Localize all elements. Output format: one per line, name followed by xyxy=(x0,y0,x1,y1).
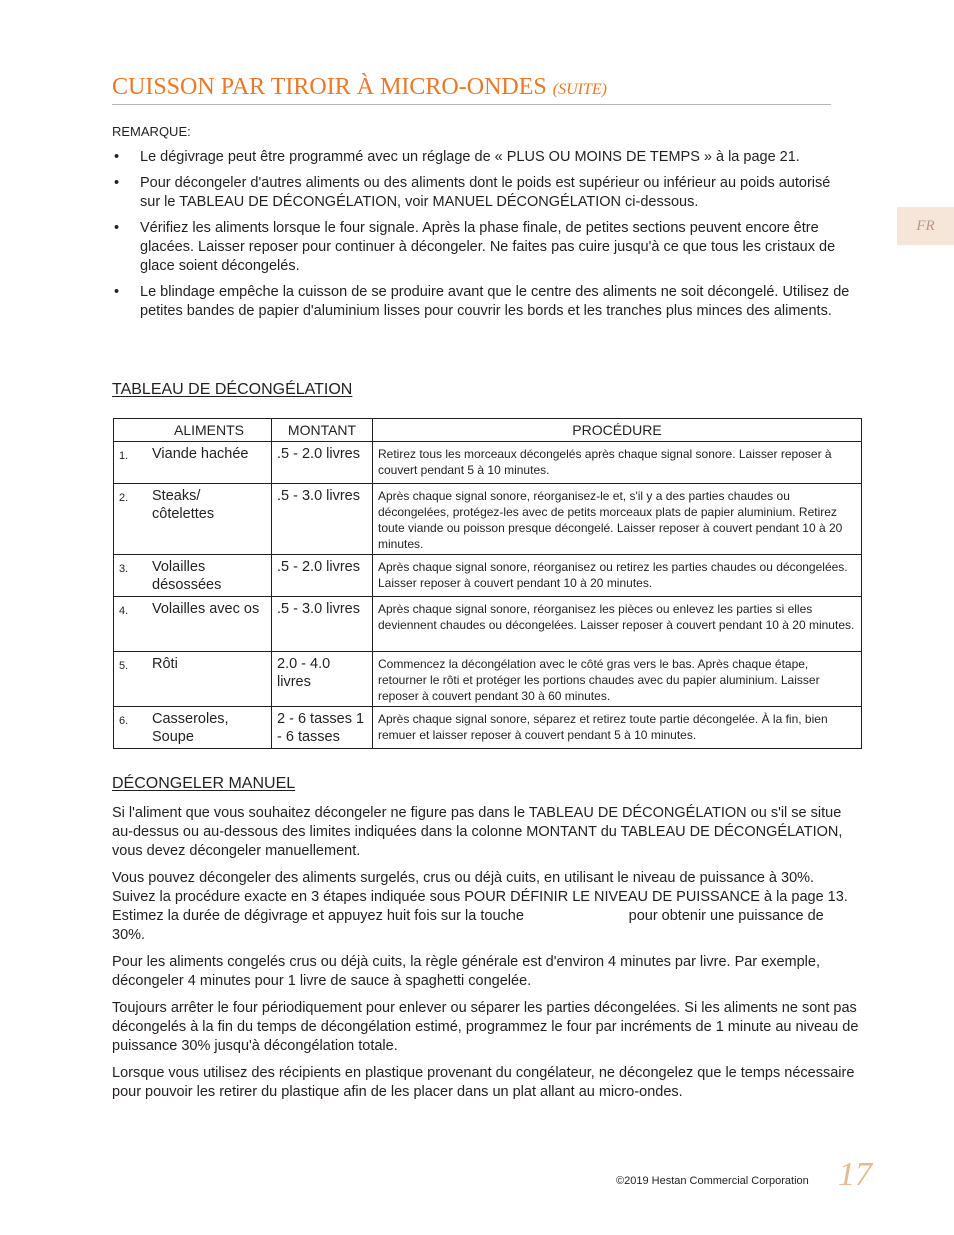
footer-copyright: ©2019 Hestan Commercial Corporation xyxy=(616,1175,809,1187)
manual-paragraph: Vous pouvez décongeler des aliments surgelés, crus ou déjà cuits, en utilisant le niveau de puissance à 30%. Suivez la procédure exacte en 3 étapes indiquée sous POUR DÉFINIR LE NIVEAU DE PUISSANCE à la page 13. Estimez la durée de dégivrage et appuyez huit fois sur la touche pour obtenir une puissance de 30%. xyxy=(112,870,856,943)
row-food: Viande hachée xyxy=(147,442,272,484)
header-montant: MONTANT xyxy=(272,419,373,442)
row-food: Steaks/ côtelettes xyxy=(147,484,272,555)
language-tab: FR xyxy=(897,207,954,245)
thaw-table xyxy=(113,418,862,749)
row-procedure: Après chaque signal sonore, réorganisez-le et, s'il y a des parties chaudes ou décongelées, protégez-les avec de petits morceaux plats de papier aluminium. Retirez toute viande ou poisson presque décongelé. Laisser reposer à couvert pendant 10 à 20 minutes. xyxy=(373,484,862,555)
page-title-suffix: (SUITE) xyxy=(552,81,607,98)
note-text: Le dégivrage peut être programmé avec un réglage de « PLUS OU MOINS DE TEMPS » à la page 21. xyxy=(140,149,800,165)
table-row xyxy=(114,597,862,652)
table-row xyxy=(114,555,862,597)
row-procedure: Après chaque signal sonore, séparez et retirez toute partie décongelée. À la fin, bien remuer et laisser reposer à couvert pendant 5 à 10 minutes. xyxy=(373,707,862,749)
row-amount: 2.0 - 4.0 livres xyxy=(272,652,373,707)
table-row xyxy=(114,484,862,555)
row-amount: .5 - 2.0 livres xyxy=(272,555,373,597)
header-procedure: PROCÉDURE xyxy=(373,419,862,442)
row-food: Rôti xyxy=(147,652,272,707)
note-text: Vérifiez les aliments lorsque le four signale. Après la phase finale, de petites sections peuvent encore être glacées. Laisser reposer pour continuer à décongeler. Ne faites pas cuire jusqu'à ce que tous les cristaux de glace soient décongelés. xyxy=(140,220,836,274)
row-food: Casseroles, Soupe xyxy=(147,707,272,749)
note-item xyxy=(112,219,850,276)
row-number: 4. xyxy=(114,597,148,652)
notes-label: REMARQUE: xyxy=(112,124,191,139)
row-number: 2. xyxy=(114,484,148,555)
note-text: Le blindage empêche la cuisson de se produire avant que le centre des aliments ne soit décongelé. Utilisez de petites bandes de papier d'aluminium lisses pour couvrir les bords et les tranches plus minces des aliments. xyxy=(140,284,850,319)
manual-paragraph: Toujours arrêter le four périodiquement pour enlever ou séparer les parties décongelées. Si les aliments ne sont pas décongelés à la fin du temps de décongélation estimé, programmez le four par incréments de 1 minute au niveau de puissance 30% jusqu'à décongélation totale. xyxy=(112,1000,859,1054)
notes-list xyxy=(112,148,850,328)
row-number: 3. xyxy=(114,555,148,597)
page-title xyxy=(112,74,831,105)
page-number: 17 xyxy=(838,1156,872,1193)
manual-paragraph: Si l'aliment que vous souhaitez décongeler ne figure pas dans le TABLEAU DE DÉCONGÉLATION ou s'il se situe au-dessus ou au-dessous des limites indiquées dans la colonne MONTANT du TABLEAU DE DÉCONGÉLATION, vous devez décongeler manuellement. xyxy=(112,805,843,859)
bullet-icon: • xyxy=(114,149,120,165)
row-procedure: Après chaque signal sonore, réorganisez les pièces ou enlevez les parties si elles deviennent chaudes ou décongelées. Laisser reposer à couvert pendant 10 à 20 minutes. xyxy=(373,597,862,652)
row-food: Volailles désossées xyxy=(147,555,272,597)
row-amount: .5 - 3.0 livres xyxy=(272,597,373,652)
page-title-main: CUISSON PAR TIROIR À MICRO-ONDES xyxy=(112,74,547,100)
row-amount: .5 - 3.0 livres xyxy=(272,484,373,555)
table-row xyxy=(114,652,862,707)
bullet-icon: • xyxy=(114,220,120,236)
row-procedure: Commencez la décongélation avec le côté gras vers le bas. Après chaque étape, retourner le rôti et protéger les portions chaudes avec du papier aluminium. Laisser reposer à couvert pendant 30 à 60 minutes. xyxy=(373,652,862,707)
row-amount: .5 - 2.0 livres xyxy=(272,442,373,484)
row-amount: 2 - 6 tasses 1 - 6 tasses xyxy=(272,707,373,749)
note-text: Pour décongeler d'autres aliments ou des aliments dont le poids est supérieur ou inférieur au poids autorisé sur le TABLEAU DE DÉCONGÉLATION, voir MANUEL DÉCONGÉLATION ci-dessous. xyxy=(140,175,831,210)
note-item xyxy=(112,283,850,321)
table-row xyxy=(114,442,862,484)
row-number: 1. xyxy=(114,442,148,484)
row-procedure: Après chaque signal sonore, réorganisez ou retirez les parties chaudes ou décongelées. Laisser reposer à couvert pendant 10 à 20 minutes. xyxy=(373,555,862,597)
manual-paragraph: Lorsque vous utilisez des récipients en plastique provenant du congélateur, ne décongelez que le temps nécessaire pour pouvoir les retirer du plastique afin de les placer dans un plat allant au micro-ondes. xyxy=(112,1065,855,1100)
row-procedure: Retirez tous les morceaux décongelés après chaque signal sonore. Laisser reposer à couvert pendant 5 à 10 minutes. xyxy=(373,442,862,484)
note-item xyxy=(112,148,850,167)
bullet-icon: • xyxy=(114,175,120,191)
manual-heading: DÉCONGELER MANUEL xyxy=(112,775,296,792)
manual-section xyxy=(112,804,860,1110)
row-number: 6. xyxy=(114,707,148,749)
table-row xyxy=(114,707,862,749)
row-number: 5. xyxy=(114,652,148,707)
bullet-icon: • xyxy=(114,284,120,300)
table-header-row xyxy=(114,419,862,442)
manual-paragraph: Pour les aliments congelés crus ou déjà cuits, la règle générale est d'environ 4 minutes par livre. Par exemple, décongeler 4 minutes pour 1 livre de sauce à spaghetti congelée. xyxy=(112,954,820,989)
row-food: Volailles avec os xyxy=(147,597,272,652)
header-aliments: ALIMENTS xyxy=(147,419,272,442)
note-item xyxy=(112,174,850,212)
table-heading: TABLEAU DE DÉCONGÉLATION xyxy=(112,381,353,398)
header-num xyxy=(114,419,148,442)
